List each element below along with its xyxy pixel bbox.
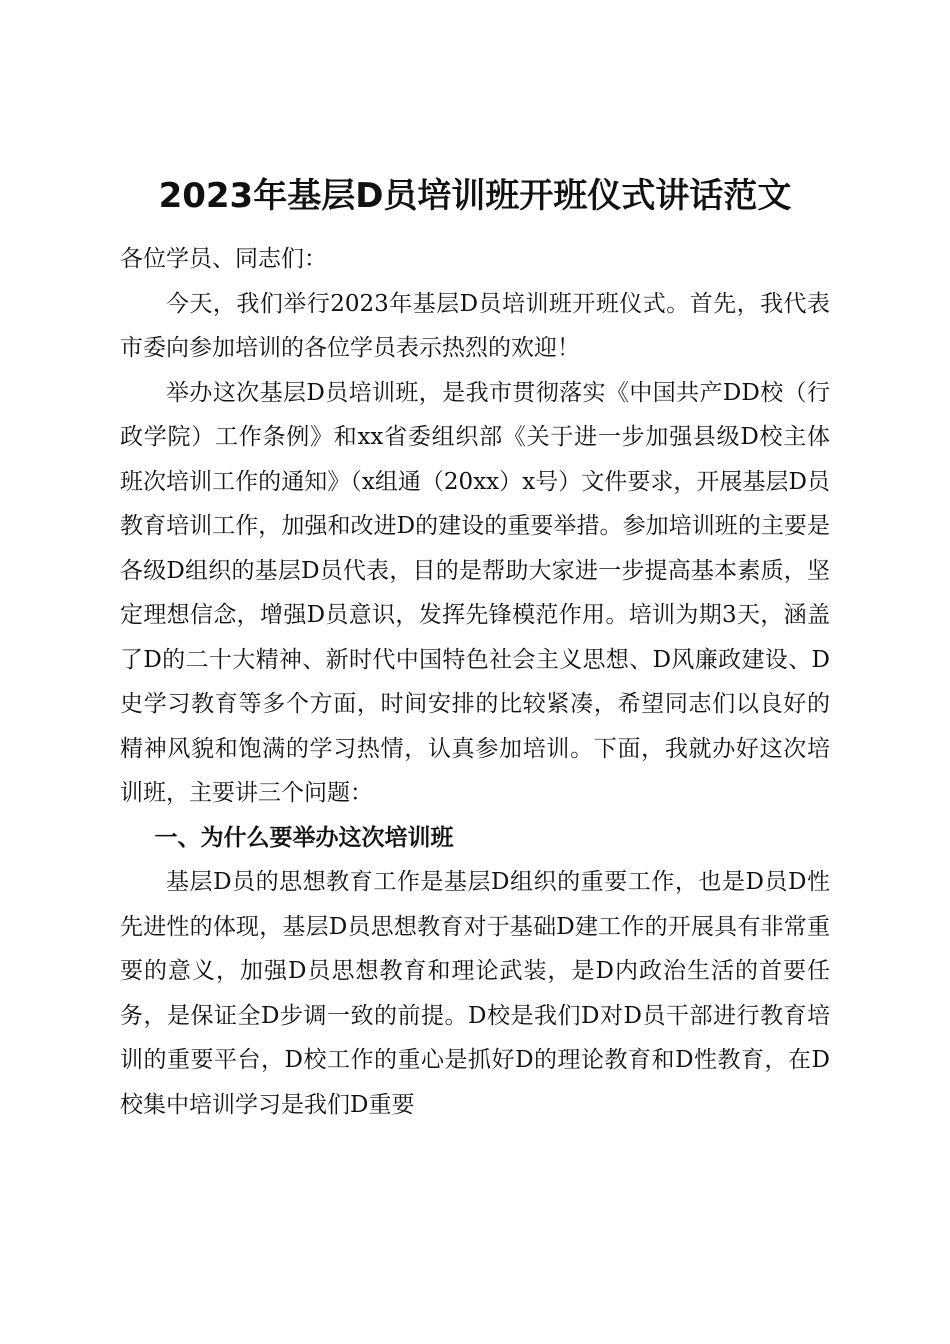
paragraph-purpose: 举办这次基层D员培训班，是我市贯彻落实《中国共产DD校（行政学院）工作条例》和xx省委组织部《关于进一步加强县级D校主体班次培训工作的通知》（x组通（20xx）x号）文件要求，开展基层D员教育培训工作，加强和改进D的建设的重要举措。参加培训班的主要是各级D组织的基层D员代表，目的是帮助大家进一步提高基本素质，坚定理想信念，增强D员意识，发挥先锋模范作用。培训为期3天，涵盖了D的二十大精神、新时代中国特色社会主义思想、D风廉政建设、D史学习教育等多个方面，时间安排的比较紧凑，希望同志们以良好的精神风貌和饱满的学习热情，认真参加培训。下面，我就办好这次培训班，主要讲三个问题： <box>120 379 830 806</box>
section-paragraph: 基层D员的思想教育工作是基层D组织的重要工作，也是D员D性先进性的体现，基层D员思想教育对于基础D建工作的开展具有非常重要的意义，加强D员思想教育和理论武装，是D内政治生活的首要任务，是保证全D步调一致的前提。D校是我们D对D员干部进行教育培训的重要平台，D校工作的重心是抓好D的理论教育和D性教育，在D校集中培训学习是我们D重要 <box>120 869 830 1118</box>
paragraph-welcome: 今天，我们举行2023年基层D员培训班开班仪式。首先，我代表市委向参加培训的各位学员表示热烈的欢迎！ <box>120 290 830 361</box>
salutation: 各位学员、同志们： <box>120 246 327 272</box>
section-heading: 一、为什么要举办这次培训班 <box>154 824 454 851</box>
document-title: 2023年基层D员培训班开班仪式讲话范文 <box>158 176 792 216</box>
document-body <box>120 237 830 1127</box>
